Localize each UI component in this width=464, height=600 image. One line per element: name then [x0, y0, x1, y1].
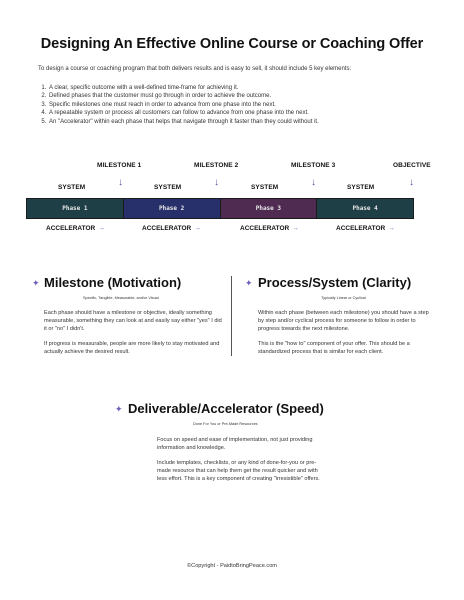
sparkle-icon: ✦ — [245, 278, 253, 288]
list-item: 5. An "Accelerator" within each phase that helps that navigate through it faster than they could without it. — [48, 118, 448, 126]
paragraph: This is the "how to" component of your offer. This should be a standardized process that is similar for each client. — [258, 341, 410, 355]
paragraph: Each phase should have a milestone or objective, ideally something measurable, something they can look at and easily say either "yes" I did it or "no" I didn't. — [44, 310, 222, 332]
process-section-body — [258, 309, 434, 363]
arrow-down-icon: ↓ — [311, 177, 316, 188]
system-label: SYSTEM — [347, 184, 375, 191]
list-item: 1. A clear, specific outcome with a well-defined time-frame for achieving it. — [48, 84, 448, 92]
milestone-1-label: MILESTONE 1 — [97, 162, 142, 169]
list-item: 4. A repeatable system or process all customers can follow to advance from one phase into the next. — [48, 109, 448, 117]
page-title: Designing An Effective Online Course or Coaching Offer — [40, 36, 424, 52]
arrow-down-icon: ↓ — [118, 177, 123, 188]
system-label: SYSTEM — [58, 184, 86, 191]
system-label: SYSTEM — [154, 184, 182, 191]
milestone-section-title: Milestone (Motivation) — [44, 275, 182, 290]
milestone-section-body — [44, 309, 222, 363]
objective-label: OBJECTIVE — [393, 162, 431, 169]
phase-2-segment: Phase 2 — [124, 199, 221, 218]
sparkle-icon: ✦ — [32, 278, 40, 288]
footer-copyright: ©Copyright - PaidtoBringPeace.com — [187, 563, 277, 569]
deliverable-section-title: Deliverable/Accelerator (Speed) — [128, 401, 324, 416]
phase-bar — [26, 198, 414, 219]
arrow-down-icon: ↓ — [214, 177, 219, 188]
paragraph: If progress is measurable, people are more likely to stay motivated and actually achieve the desired result. — [44, 341, 220, 355]
milestone-2-label: MILESTONE 2 — [194, 162, 239, 169]
arrow-right-icon: → — [98, 225, 105, 232]
paragraph: Focus on speed and ease of implementation, not just providing information and knowledge. — [157, 437, 313, 451]
list-item: 2. Defined phases that the customer must go through in order to achieve the outcome. — [48, 92, 448, 100]
list-item: 3. Specific milestones one must reach in order to advance from one phase into the next. — [48, 101, 448, 109]
phase-4-segment: Phase 4 — [317, 199, 413, 218]
milestone-section-subtitle: Specific, Tangible, Measurable, and/or Visual — [83, 296, 159, 300]
process-section-title: Process/System (Clarity) — [258, 275, 412, 290]
system-label: SYSTEM — [251, 184, 279, 191]
process-section-subtitle: Typically Linear or Cyclical — [321, 296, 366, 300]
key-elements-list — [38, 84, 448, 126]
sparkle-icon: ✦ — [115, 404, 123, 414]
arrow-right-icon: → — [292, 225, 299, 232]
deliverable-section-subtitle: Done For You or Pre-Made Resources — [193, 422, 258, 426]
milestone-3-label: MILESTONE 3 — [291, 162, 336, 169]
phase-3-segment: Phase 3 — [221, 199, 318, 218]
arrow-right-icon: → — [388, 225, 395, 232]
paragraph: Include templates, checklists, or any kind of done-for-you or pre-made resource that can help them get the result quicker and with less effort. This is a key component of creating "irresistible" offers. — [157, 460, 320, 482]
deliverable-section-body — [157, 436, 327, 490]
section-divider — [231, 276, 232, 356]
arrow-right-icon: → — [194, 225, 201, 232]
arrow-down-icon: ↓ — [409, 177, 414, 188]
accelerator-label: ACCELERATOR → — [240, 225, 299, 232]
accelerator-label: ACCELERATOR → — [46, 225, 105, 232]
phase-1-segment: Phase 1 — [27, 199, 124, 218]
intro-text: To design a course or coaching program that both delivers results and is easy to sell, it should include 5 key elements: — [38, 66, 352, 72]
paragraph: Within each phase (between each milestone) you should have a step by step and/or cyclical process for someone to follow in order to progress towards the next milestone. — [258, 310, 429, 332]
accelerator-label: ACCELERATOR → — [142, 225, 201, 232]
accelerator-label: ACCELERATOR → — [336, 225, 395, 232]
